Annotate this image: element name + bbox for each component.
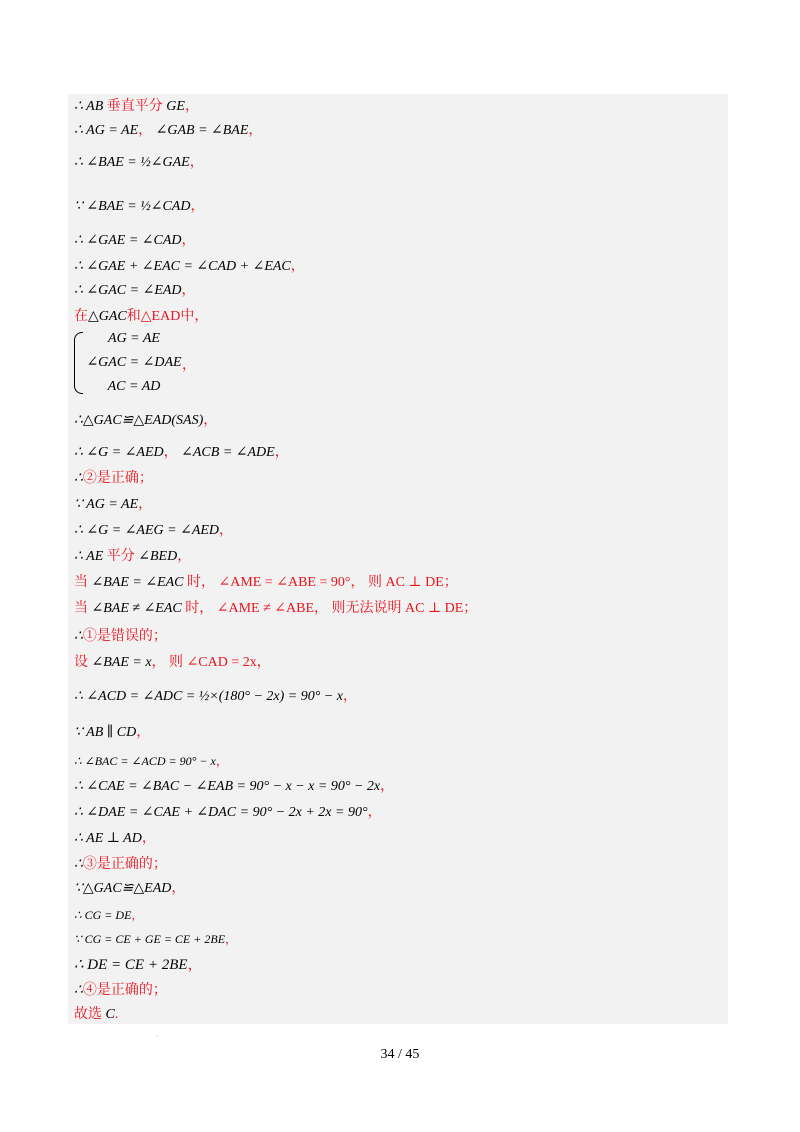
solution-line: ∴△GAC≌△EAD(SAS)，	[74, 413, 218, 428]
solution-line: 当 ∠BAE = ∠EAC 时， ∠AME = ∠ABE = 90°， 则 AC ⊥ DE；	[74, 575, 458, 590]
solution-line: ∵ AG = AE，	[74, 497, 153, 512]
solution-line: ∴ AB 垂直平分 GE，	[74, 99, 199, 114]
solution-line: 故选 C.	[74, 1007, 119, 1022]
solution-line: ∴ DE = CE + 2BE，	[74, 957, 203, 973]
solution-line: 当 ∠BAE ≠ ∠EAC 时， ∠AME ≠ ∠ABE， 则无法说明 AC ⊥ DE；	[74, 601, 478, 616]
system-row: AG = AE	[108, 331, 160, 346]
solution-line: ∴ AE ⊥ AD，	[74, 831, 156, 846]
solution-line: ∵ ∠BAE = ½∠CAD，	[74, 199, 205, 214]
page-number: 34 / 45	[380, 1047, 420, 1062]
decorative-dot: ·	[156, 1032, 159, 1041]
solution-line: 在△GAC和△EAD中，	[74, 309, 209, 324]
solution-line: ∴ ∠BAC = ∠ACD = 90° − x，	[74, 754, 228, 768]
solution-line: ∴ ∠GAE = ∠CAD，	[74, 233, 196, 248]
solution-line: ∵ AB ∥ CD，	[74, 725, 151, 740]
left-brace	[74, 332, 83, 394]
solution-line: ∴ ∠ACD = ∠ADC = ½×(180° − 2x) = 90° − x，	[74, 689, 358, 704]
solution-line: ∴ AG = AE， ∠GAB = ∠BAE，	[74, 123, 263, 138]
solution-line: ∴①是错误的；	[74, 629, 167, 644]
system-comma: ，	[182, 358, 196, 373]
solution-line: ∴ ∠G = ∠AED， ∠ACB = ∠ADE，	[74, 445, 289, 460]
solution-line: ∴ ∠CAE = ∠BAC − ∠EAB = 90° − x − x = 90° − 2x，	[74, 779, 395, 794]
solution-line: ∴ AE 平分 ∠BED，	[74, 549, 192, 564]
solution-content	[68, 94, 728, 1024]
solution-line: ∵△GAC≌△EAD，	[74, 881, 186, 896]
solution-line: ∴③是正确的；	[74, 857, 167, 872]
solution-line: ∴④是正确的；	[74, 983, 167, 998]
solution-line: ∴ ∠G = ∠AEG = ∠AED，	[74, 523, 234, 538]
solution-line: ∵ CG = CE + GE = CE + 2BE，	[74, 932, 238, 946]
solution-line: ∴ ∠DAE = ∠CAE + ∠DAC = 90° − 2x + 2x = 90°，	[74, 805, 382, 820]
solution-line: ∴ ∠GAE + ∠EAC = ∠CAD + ∠EAC，	[74, 259, 305, 274]
solution-line: ∴ CG = DE，	[74, 908, 144, 922]
solution-line: 设 ∠BAE = x， 则 ∠CAD = 2x，	[74, 655, 271, 670]
system-row: AC = AD	[107, 379, 161, 394]
solution-line: ∴ ∠GAC = ∠EAD，	[74, 283, 196, 298]
system-row: ∠GAC = ∠DAE	[86, 355, 182, 370]
solution-line: ∴ ∠BAE = ½∠GAE，	[74, 155, 204, 170]
solution-line: ∴②是正确；	[74, 471, 153, 486]
